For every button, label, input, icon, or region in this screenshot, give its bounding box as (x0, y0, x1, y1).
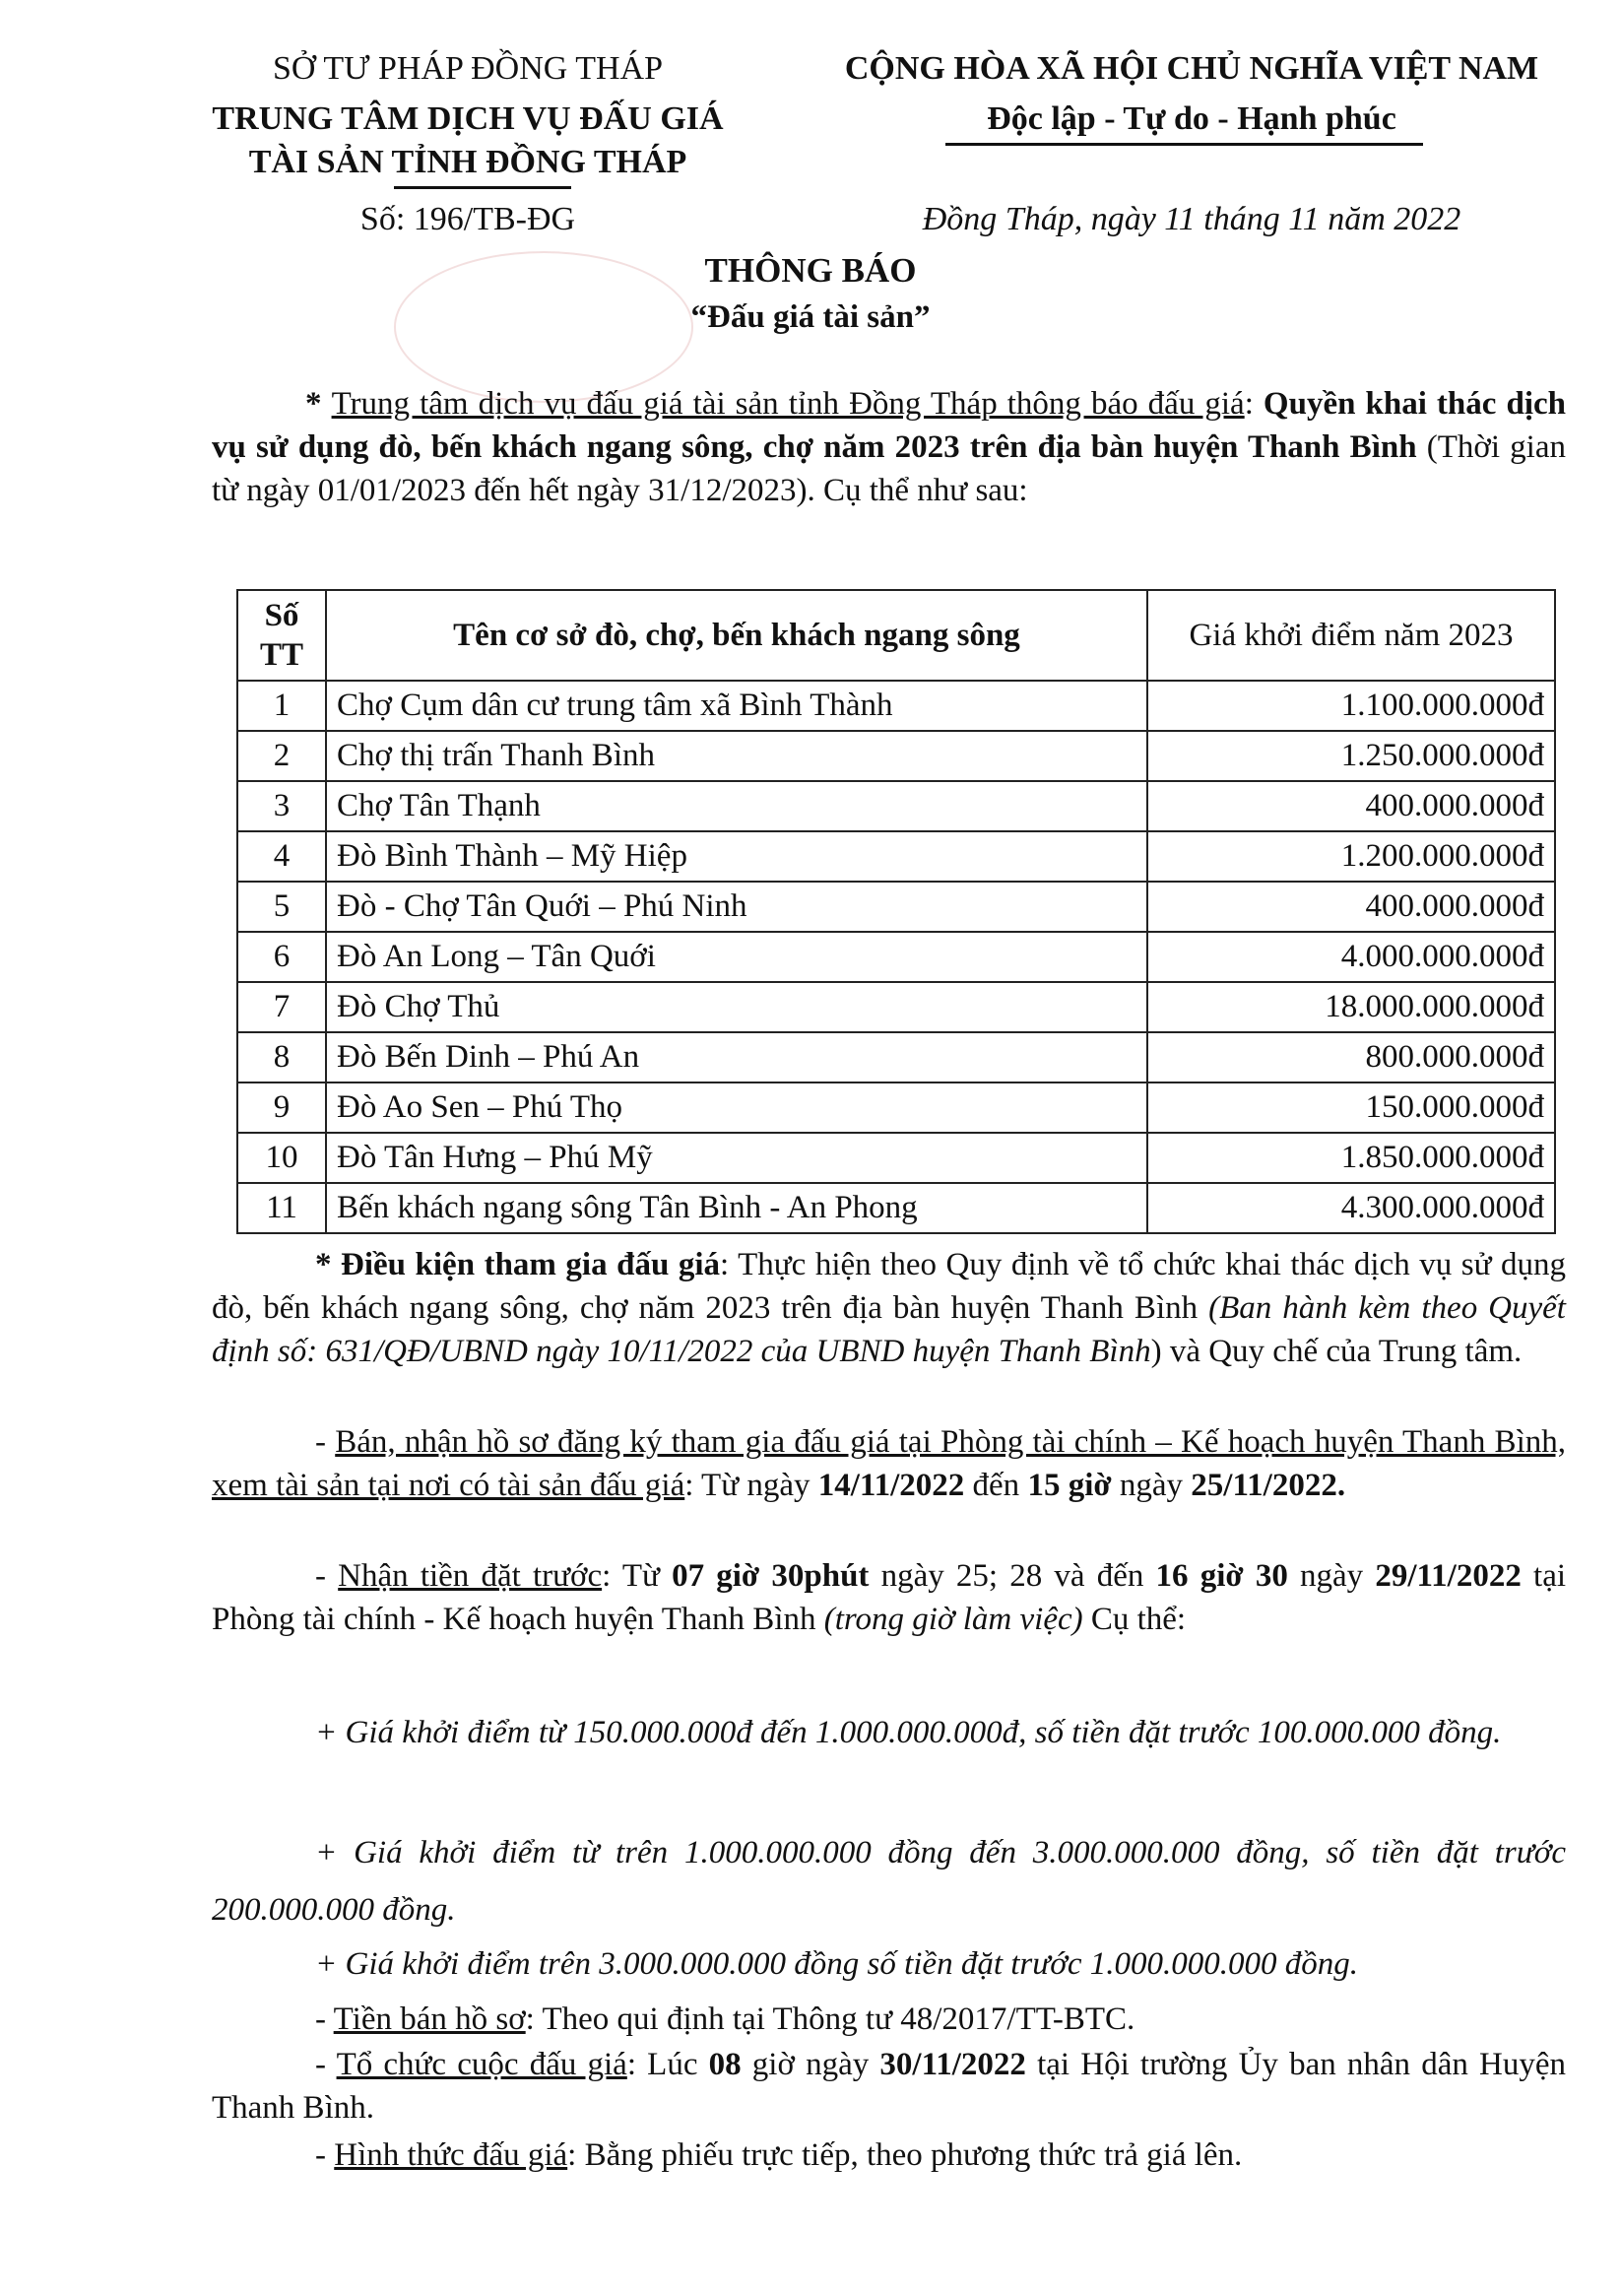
row-price: 18.000.000.000đ (1147, 982, 1555, 1032)
national-motto: Độc lập - Tự do - Hạnh phúc (987, 100, 1396, 137)
form-dash: - (315, 2137, 335, 2173)
conditions-label: * Điều kiện tham gia đấu giá (315, 1247, 721, 1282)
row-stt: 4 (237, 831, 326, 882)
auction-label: Tổ chức cuộc đấu giá (336, 2047, 627, 2082)
row-name: Bến khách ngang sông Tân Bình - An Phong (326, 1183, 1147, 1233)
deposit-tier-3: + Giá khởi điểm trên 3.000.000.000 đồng số tiền đặt trước 1.000.000.000 đồng. (315, 1946, 1359, 1982)
row-stt: 10 (237, 1133, 326, 1183)
national-title: CỘNG HÒA XÃ HỘI CHỦ NGHĨA VIỆT NAM (844, 50, 1539, 87)
auction-dash: - (315, 2047, 337, 2082)
table-row (237, 932, 1555, 982)
asset-table (236, 589, 1556, 1234)
deposit-start-time: 07 giờ 30phút (672, 1558, 870, 1594)
row-price: 150.000.000đ (1147, 1082, 1555, 1133)
deposit-label: Nhận tiền đặt trước (338, 1558, 603, 1594)
auction-paragraph (212, 2043, 1566, 2130)
row-stt: 6 (237, 932, 326, 982)
row-name: Đò Bến Dinh – Phú An (326, 1032, 1147, 1082)
agency-underline (394, 186, 571, 189)
auction-text2: giờ ngày (741, 2047, 880, 2082)
fee-text: : Theo qui định tại Thông tư 48/2017/TT-BTC. (525, 2001, 1135, 2037)
auction-hour: 08 (708, 2047, 742, 2082)
row-stt: 5 (237, 882, 326, 932)
document-number: Số: 196/TB-ĐG (359, 201, 576, 237)
auction-text1: : Lúc (626, 2047, 709, 2082)
header-name: Tên cơ sở đò, chợ, bến khách ngang sông (326, 590, 1147, 681)
conditions-text: : Thực hiện theo Quy định về tổ chức khai thác dịch vụ sử dụng đò, bến khách ngang sông, chợ năm 2023 trên địa bàn huyện Thanh Bình (212, 1247, 1566, 1326)
table-row (237, 681, 1555, 731)
deposit-text5: Cụ thể: (1082, 1602, 1187, 1637)
sale-start-date: 14/11/2022 (817, 1468, 965, 1503)
table-row (237, 781, 1555, 831)
deposit-paragraph (212, 1554, 1566, 1641)
deposit-text4: tại Phòng tài chính - Kế hoạch huyện Thanh Bình (212, 1558, 1567, 1637)
row-name: Chợ Tân Thạnh (326, 781, 1147, 831)
form-text: : Bằng phiếu trực tiếp, theo phương thức trả giá lên. (567, 2137, 1243, 2173)
fee-label: Tiền bán hồ sơ (333, 2001, 526, 2037)
table-row (237, 831, 1555, 882)
row-name: Đò Ao Sen – Phú Thọ (326, 1082, 1147, 1133)
auction-text3: tại Hội trường Ủy ban nhân dân Huyện Thanh Bình. (212, 2047, 1566, 2126)
row-name: Đò An Long – Tân Quới (326, 932, 1147, 982)
sale-paragraph (212, 1420, 1566, 1507)
row-stt: 1 (237, 681, 326, 731)
row-price: 1.100.000.000đ (1147, 681, 1555, 731)
row-name: Đò Bình Thành – Mỹ Hiệp (326, 831, 1147, 882)
row-price: 1.850.000.000đ (1147, 1133, 1555, 1183)
conditions-decision: (Ban hành kèm theo Quyết định số: 631/QĐ/UBND ngày 10/11/2022 của UBND huyện Thanh Bình (212, 1290, 1566, 1369)
header-price: Giá khởi điểm năm 2023 (1147, 590, 1555, 681)
fee-line (315, 1998, 1135, 2041)
deposit-dash: - (315, 1558, 339, 1594)
row-price: 400.000.000đ (1147, 882, 1555, 932)
issue-date: Đồng Tháp, ngày 11 tháng 11 năm 2022 (922, 201, 1461, 237)
intro-colon: : (1244, 386, 1264, 422)
header-stt: Số TT (237, 590, 326, 681)
row-name: Đò - Chợ Tân Quới – Phú Ninh (326, 882, 1147, 932)
document-subtitle: “Đấu giá tài sản” (690, 299, 931, 335)
intro-paragraph (212, 382, 1566, 512)
auction-form-line (315, 2133, 1242, 2177)
row-stt: 11 (237, 1183, 326, 1233)
deposit-tier-1: + Giá khởi điểm từ 150.000.000đ đến 1.000.000.000đ, số tiền đặt trước 100.000.000 đồng. (315, 1715, 1502, 1750)
sale-text2: đến (964, 1468, 1028, 1503)
sale-label: Bán, nhận hồ sơ đăng ký tham gia đấu giá tại Phòng tài chính – Kế hoạch huyện Thanh Bình, xem tài sản tại nơi có tài sản đấu giá (212, 1424, 1566, 1503)
intro-tail: Cụ thể như sau: (822, 473, 1028, 508)
table-row (237, 1082, 1555, 1133)
agency-parent: SỞ TƯ PHÁP ĐỒNG THÁP (272, 50, 664, 87)
row-price: 800.000.000đ (1147, 1032, 1555, 1082)
row-stt: 9 (237, 1082, 326, 1133)
row-stt: 2 (237, 731, 326, 781)
intro-organization: Trung tâm dịch vụ đấu giá tài sản tỉnh Đồng Tháp thông báo đấu giá (331, 386, 1245, 422)
row-price: 1.250.000.000đ (1147, 731, 1555, 781)
agency-name-line1: TRUNG TÂM DỊCH VỤ ĐẤU GIÁ (212, 100, 724, 137)
row-name: Chợ Cụm dân cư trung tâm xã Bình Thành (326, 681, 1147, 731)
row-price: 400.000.000đ (1147, 781, 1555, 831)
sale-dash: - (315, 1424, 336, 1460)
table-row (237, 1032, 1555, 1082)
sale-text1: : Từ ngày (684, 1468, 818, 1503)
motto-underline (945, 143, 1423, 146)
row-price: 1.200.000.000đ (1147, 831, 1555, 882)
deposit-text1: : Từ (602, 1558, 673, 1594)
row-stt: 7 (237, 982, 326, 1032)
table-row (237, 1183, 1555, 1233)
table-header-row (237, 590, 1555, 681)
form-label: Hình thức đấu giá (334, 2137, 568, 2173)
row-name: Đò Tân Hưng – Phú Mỹ (326, 1133, 1147, 1183)
table-row (237, 1133, 1555, 1183)
sale-end-date: 25/11/2022. (1191, 1468, 1346, 1503)
table-row (237, 982, 1555, 1032)
agency-name-line2: TÀI SẢN TỈNH ĐỒNG THÁP (248, 144, 687, 180)
intro-subject: Quyền khai thác dịch vụ sử dụng đò, bến khách ngang sông, chợ năm 2023 trên địa bàn huyện Thanh Bình (212, 386, 1566, 465)
table-row (237, 882, 1555, 932)
row-stt: 8 (237, 1032, 326, 1082)
fee-dash: - (315, 2001, 334, 2037)
deposit-end-time: 16 giờ 30 (1155, 1558, 1288, 1594)
deposit-text3: ngày (1287, 1558, 1376, 1594)
deposit-date: 29/11/2022 (1375, 1558, 1522, 1594)
conditions-paragraph (212, 1243, 1566, 1373)
intro-star: * (305, 386, 332, 422)
row-name: Chợ thị trấn Thanh Bình (326, 731, 1147, 781)
sale-end-hour: 15 giờ (1027, 1468, 1112, 1503)
row-name: Đò Chợ Thủ (326, 982, 1147, 1032)
row-stt: 3 (237, 781, 326, 831)
sale-text3: ngày (1111, 1468, 1192, 1503)
row-price: 4.000.000.000đ (1147, 932, 1555, 982)
intro-period: (Thời gian từ ngày 01/01/2023 đến hết ngày 31/12/2023). (212, 429, 1566, 508)
document-title: THÔNG BÁO (704, 251, 917, 290)
row-price: 4.300.000.000đ (1147, 1183, 1555, 1233)
table-row (237, 731, 1555, 781)
auction-date: 30/11/2022 (879, 2047, 1026, 2082)
deposit-text2: ngày 25; 28 và đến (869, 1558, 1156, 1594)
deposit-hours-note: (trong giờ làm việc) (823, 1602, 1083, 1637)
deposit-tier-2: + Giá khởi điểm từ trên 1.000.000.000 đồng đến 3.000.000.000 đồng, số tiền đặt trước 200.000.000 đồng. (212, 1835, 1566, 1928)
conditions-tail: ) và Quy chế của Trung tâm. (1150, 1334, 1523, 1369)
